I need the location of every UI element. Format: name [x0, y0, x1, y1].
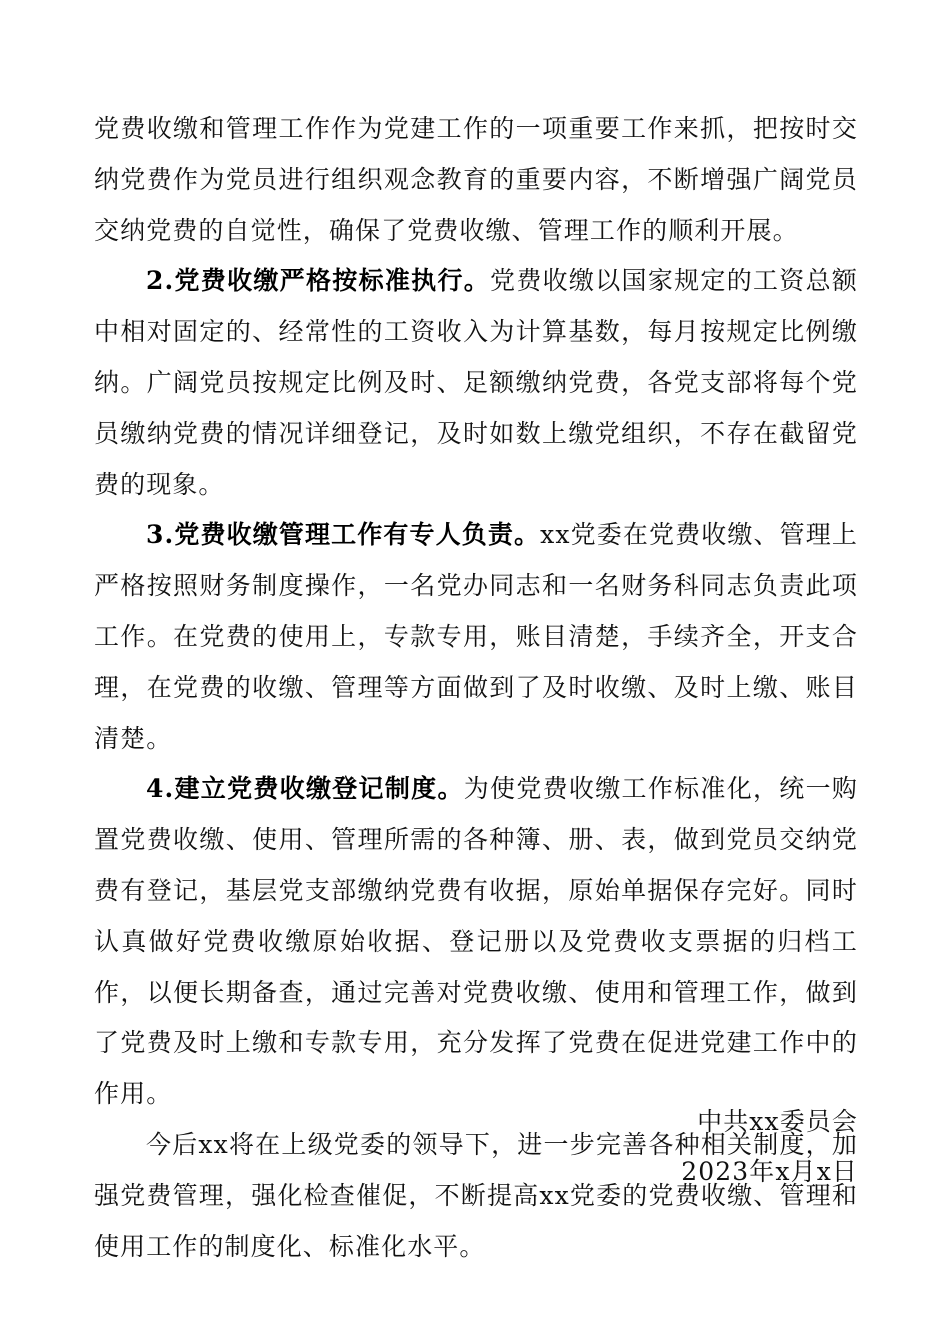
paragraph-lead: 4.建立党费收缴登记制度。: [146, 774, 464, 804]
paragraph-item-2: [94, 256, 858, 510]
paragraph-continuation: [94, 104, 858, 256]
paragraph-text: xx党委在党费收缴、管理上严格按照财务制度操作，一名党办同志和一名财务科同志负责此项工作。在党费的使用上，专款专用，账目清楚，手续齐全，开支合理，在党费的收缴、管理等方面做到了及时收缴、及时上缴、账目清楚。: [94, 520, 859, 753]
paragraph-text: 党费收缴以国家规定的工资总额中相对固定的、经常性的工资收入为计算基数，每月按规定比例缴纳。广阔党员按规定比例及时、足额缴纳党费，各党支部将每个党员缴纳党费的情况详细登记，及时如数上缴党组织，不存在截留党费的现象。: [94, 266, 858, 499]
paragraph-item-4: [94, 764, 858, 1120]
paragraph-item-3: [94, 510, 858, 764]
paragraph-text: 为使党费收缴工作标准化，统一购置党费收缴、使用、管理所需的各种簿、册、表，做到党员交纳党费有登记，基层党支部缴纳党费有收据，原始单据保存完好。同时认真做好党费收缴原始收据、登记册以及党费收支票据的归档工作，以便长期备查，通过完善对党费收缴、使用和管理工作，做到了党费及时上缴和专款专用，充分发挥了党费在促进党建工作中的作用。: [94, 774, 858, 1109]
paragraph-text: 党费收缴和管理工作作为党建工作的一项重要工作来抓，把按时交纳党费作为党员进行组织观念教育的重要内容，不断增强广阔党员交纳党费的自觉性，确保了党费收缴、管理工作的顺利开展。: [94, 114, 858, 245]
paragraph-text: 今后xx将在上级党委的领导下，进一步完善各种相关制度，加强党费管理，强化检查催促，不断提高xx党委的党费收缴、管理和使用工作的制度化、标准化水平。: [94, 1129, 858, 1261]
paragraph-lead: 2.党费收缴严格按标准执行。: [146, 266, 491, 296]
signature-organization: 中共xx委员会: [697, 1107, 858, 1136]
paragraph-lead: 3.党费收缴管理工作有专人负责。: [146, 520, 541, 550]
signature-date: 2023年x月x日: [681, 1157, 858, 1186]
